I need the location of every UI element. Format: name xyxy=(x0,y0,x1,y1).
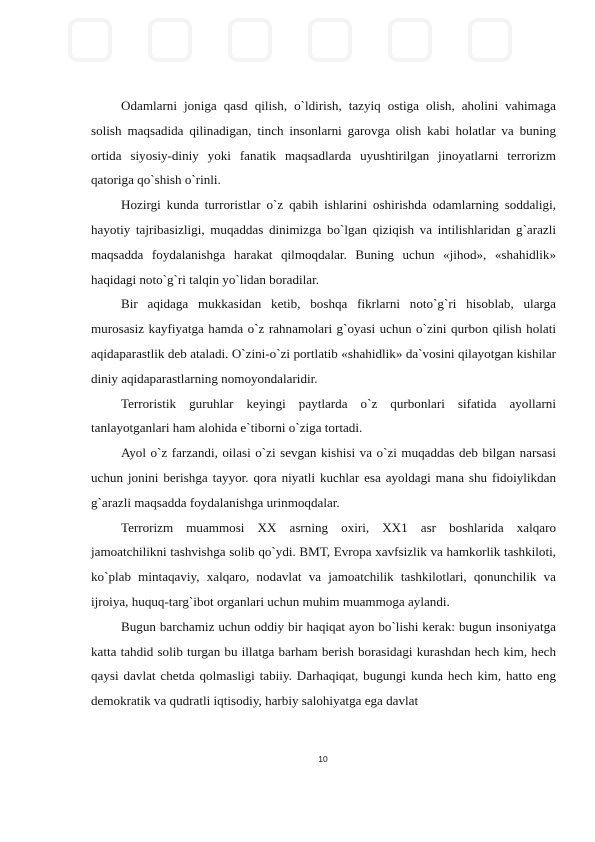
paragraph-3: Bir aqidaga mukkasidan ketib, boshqa fikrlarni noto`g`ri hisoblab, ularga murosasiz kayfiyatga hamda o`z rahnamolari g`oyasi uchun o`zini qurbon qilish holati aqidaparastlik deb ataladi. O`zini-o`zi portlatib «shahidlik» da`vosini qilayotgan kishilar diniy aqidaparastlarning nomoyondalaridir. xyxy=(91,296,556,386)
paragraph-2: Hozirgi kunda turroristlar o`z qabih ishlarini oshirishda odamlarning soddaligi, hayotiy tajribasizligi, muqaddas dinimizga bo`lgan qiziqish va intilishlaridan g`arazli maqsadda foydalanishga harakat qilmoqdalar. Buning uchun «jihod», «shahidlik» haqidagi noto`g`ri talqin yo`lidan boradilar. xyxy=(91,197,556,287)
body-text xyxy=(91,94,556,714)
paragraph-7: Bugun barchamiz uchun oddiy bir haqiqat ayon bo`lishi kerak: bugun insoniyatga katta tahdid solib turgan bu illatga barham berish borasidagi kurashdan hech kim, hech qaysi davlat chetda qolmasligi tabiiy. Darhaqiqat, bugungi kunda hech kim, hatto eng demokratik va qudratli iqtisodiy, harbiy salohiyatga ega davlat xyxy=(91,618,556,709)
paragraph-6: Terrorizm muammosi XX asrning oxiri, XX1 asr boshlarida xalqaro jamoatchilikni tashvishga solib qo`ydi. BMT, Evropa xavfsizlik va hamkorlik tashkiloti, ko`plab mintaqaviy, xalqaro, nodavlat va jamoatchilik tashkilotlari, qonunchilik va ijroiya, huquq-targ`ibot organlari uchun muhim muammoga aylandi. xyxy=(91,519,556,609)
paragraph-1: Odamlarni joniga qasd qilish, o`ldirish, tazyiq ostiga olish, aholini vahimaga solish maqsadida qilinadigan, tinch insonlarni garovga olish kabi holatlar va buning ortida siyosiy-diniy yoki fanatik maqsadlarda uyushtirilgan jinoyatlarni terrorizm qatoriga qo`shish o`rinli. xyxy=(91,98,556,188)
watermark-logo xyxy=(0,0,595,80)
paragraph-4: Terroristik guruhlar keyingi paytlarda o`z qurbonlari sifatida ayollarni tanlayotganlari ham alohida e`tiborni o`ziga tortadi. xyxy=(91,395,556,436)
paragraph-5: Ayol o`z farzandi, oilasi o`zi sevgan kishisi va o`zi muqaddas deb bilgan narsasi uchun jonini berishga tayyor. qora niyatli kuchlar esa ayoldagi mana shu fidoiylikdan g`arazli maqsadda foydalanishga urinmoqdalar. xyxy=(91,445,556,510)
page-number: 10 xyxy=(318,754,328,764)
